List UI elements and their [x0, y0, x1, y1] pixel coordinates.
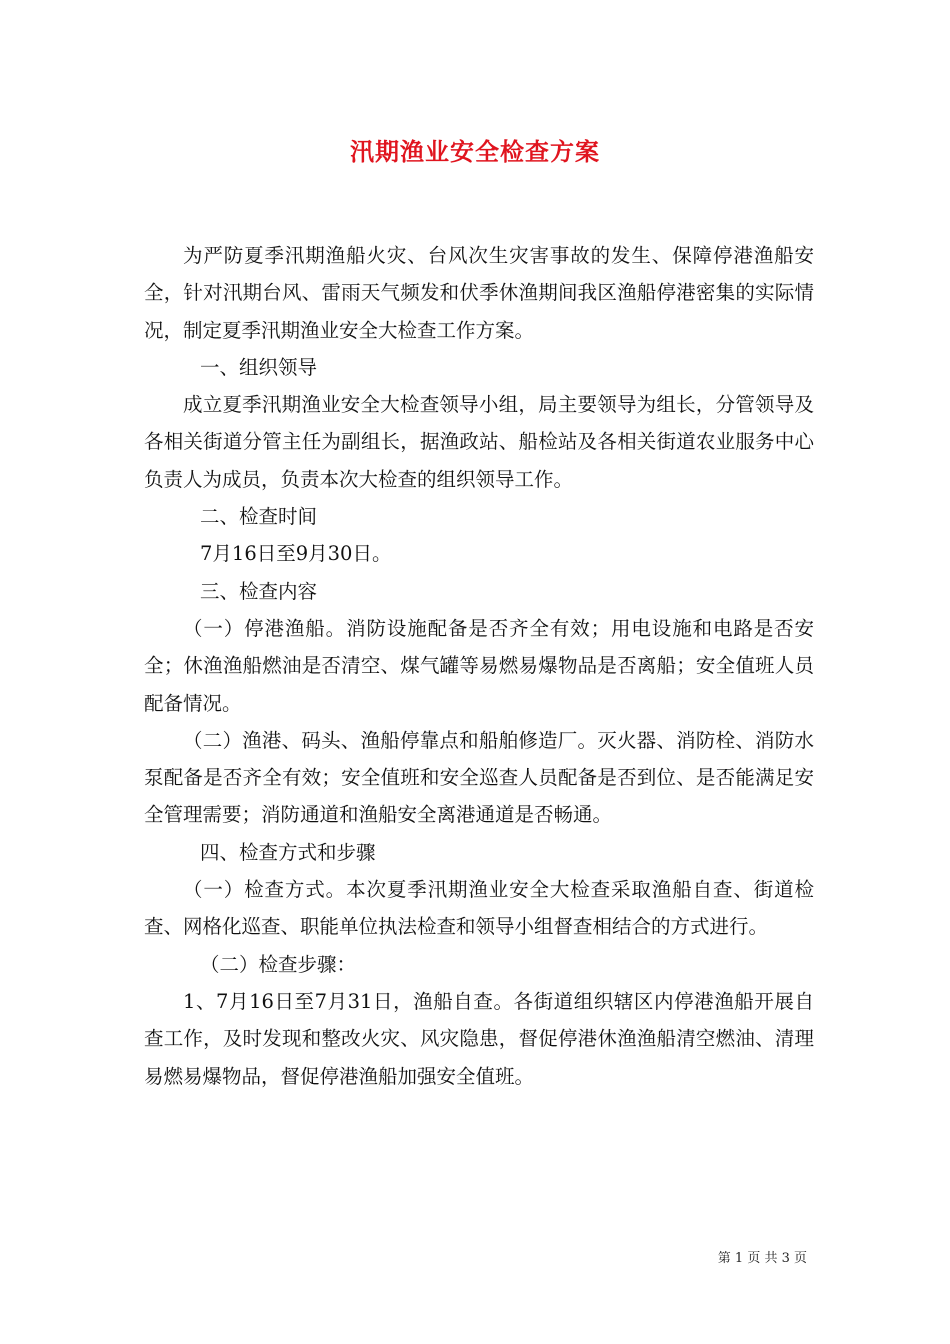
content-item-1: （一）停港渔船。消防设施配备是否齐全有效；用电设施和电路是否安全；休渔渔船燃油是否清空、煤气罐等易燃易爆物品是否离船；安全值班人员配备情况。 [144, 616, 814, 715]
section-heading-content: 三、检查内容 [200, 579, 318, 603]
method-paragraph: （一）检查方式。本次夏季汛期渔业安全大检查采取渔船自查、街道检查、网格化巡查、职能单位执法检查和领导小组督查相结合的方式进行。 [144, 878, 814, 939]
organization-paragraph: 成立夏季汛期渔业安全大检查领导小组，局主要领导为组长，分管领导及各相关街道分管主任为副组长，据渔政站、船检站及各相关街道农业服务中心负责人为成员，负责本次大检查的组织领导工作。 [144, 393, 814, 491]
document-title: 汛期渔业安全检查方案 [350, 137, 600, 166]
section-heading-method: 四、检查方式和步骤 [200, 840, 376, 864]
content-item-2: （二）渔港、码头、渔船停靠点和船舶修造厂。灭火器、消防栓、消防水泵配备是否齐全有效；安全值班和安全巡查人员配备是否到位、是否能满足安全管理需要；消防通道和渔船安全离港通道是否畅通。 [144, 728, 814, 827]
time-paragraph: 7月16日至9月30日。 [200, 542, 392, 566]
intro-paragraph: 为严防夏季汛期渔船火灾、台风次生灾害事故的发生、保障停港渔船安全，针对汛期台风、雷雨天气频发和伏季休渔期间我区渔船停港密集的实际情况，制定夏季汛期渔业安全大检查工作方案。 [144, 244, 814, 342]
step-1-paragraph: 1、7月16日至7月31日，渔船自查。各街道组织辖区内停港渔船开展自查工作，及时发现和整改火灾、风灾隐患，督促停港休渔渔船清空燃油、清理易燃易爆物品，督促停港渔船加强安全值班。 [144, 989, 814, 1088]
steps-heading: （二）检查步骤： [200, 952, 357, 976]
page-number: 第 1 页 共 3 页 [717, 1251, 807, 1266]
document-body [144, 237, 814, 1095]
section-heading-time: 二、检查时间 [200, 505, 318, 529]
section-heading-organization: 一、组织领导 [200, 355, 318, 379]
